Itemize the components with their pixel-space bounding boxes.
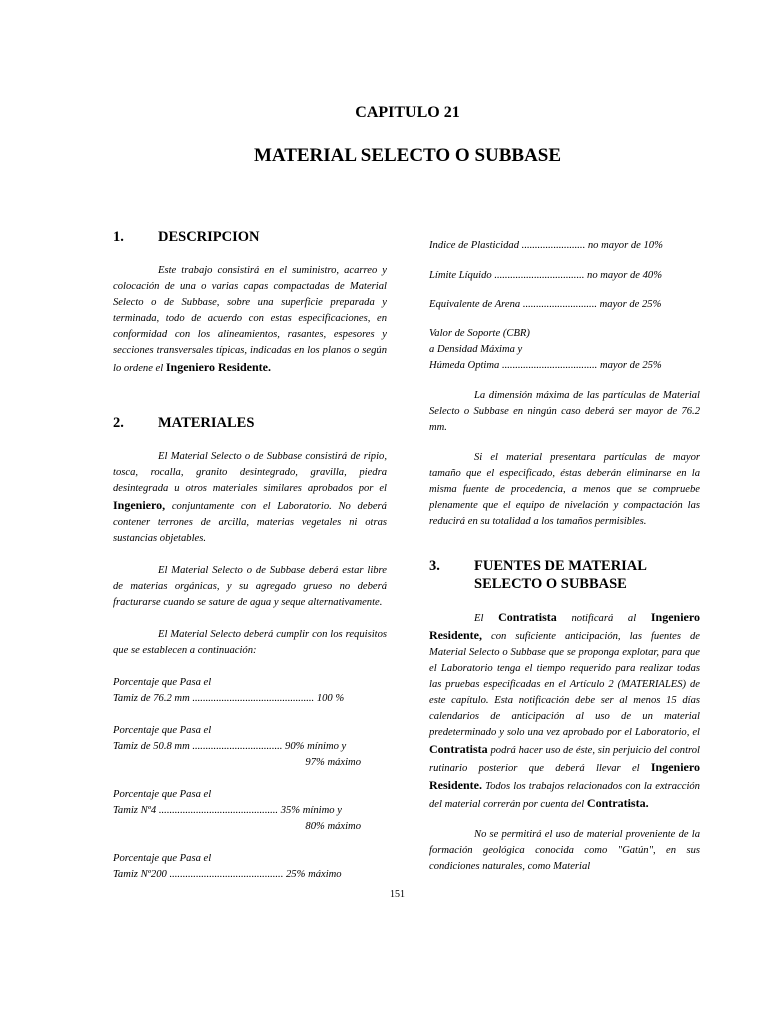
requirement-label: Porcentaje que Pasa el [113,853,212,864]
materials-paragraph-1 [113,449,387,547]
materials-paragraph-3: El Material Selecto deberá cumplir con los requisitos que se establecen a continuación: [113,629,387,656]
requirement-value: Tamiz de 50.8 mm .................................. 90% mínimo y [113,741,347,752]
bold-term: Contratista [429,742,488,756]
paragraph-text: Todos los trabajos relacionados con la extracción del material correrán por cuenta del [429,781,700,810]
bold-term: Contratista. [586,796,649,810]
paragraph-text: El [474,613,484,624]
paragraph-text: notificará al [571,613,637,624]
spec-plasticity: Indice de Plasticidad ........................ no mayor de 10% [429,240,663,251]
page-number: 151 [390,889,405,900]
sources-paragraph-1 [429,609,700,813]
paragraph-text: podrá hacer uso de éste, sin perjuicio del control rutinario posterior que deberá llevar el [429,745,700,774]
materials-paragraph-2: El Material Selecto o de Subbase deberá estar libre de materias orgánicas, y su agregado grueso no deberá fracturarse cuando se sature de agua y seque alternativamente. [113,565,387,608]
section-3-heading [429,557,700,593]
requirement-item [113,851,387,883]
spec-cbr [429,326,700,374]
bold-term: Ingeniero, [113,498,166,512]
sources-paragraph-2: No se permitirá el uso de material proveniente de la formación geológica conocida como "Gatún", en sus condiciones naturales, como Material [429,829,700,872]
spec-label: a Densidad Máxima y [429,344,523,355]
section-2-heading [113,414,387,432]
paragraph-text: Este trabajo consistirá en el suministro, acarreo y colocación de una o varias capas compactadas de Material Selecto o de Subbase, sobre una superficie preparada y terminada, todo de acuerdo con estas especificaciones, en conformidad con los alineamientos, rasantes, espesores y secciones transversales típicas, indicadas en los planos o según lo ordene el [113,265,387,374]
paragraph-text: conjuntamente con el Laboratorio. No deberá contener terrones de arcilla, materias vegetales ni otras sustancias objetables. [113,501,387,544]
requirement-value: Tamiz Nº200 ........................................... 25% máximo [113,869,342,880]
spec-value: Húmeda Optima .................................... mayor de 25% [429,360,662,371]
section-title-line: SELECTO O SUBBASE [474,576,627,592]
section-title: DESCRIPCION [158,229,260,245]
requirement-item [113,787,387,835]
chapter-title: MATERIAL SELECTO O SUBBASE [253,145,562,166]
oversize-paragraph: Si el material presentara partículas de mayor tamaño que el especificado, éstas deberán eliminarse en la misma fuente de procedencia, a menos que se compruebe plenamente que el equipo de nivelación y compactación las reducirá en su totalidad a los tamaños permisibles. [429,452,700,527]
requirement-label: Porcentaje que Pasa el [113,789,212,800]
requirement-item [113,723,387,771]
paragraph-text: El Material Selecto o de Subbase consistirá de ripio, tosca, rocalla, granito desintegrado, gravilla, piedra desintegrada u otros materiales similares aprobados por el [113,451,387,494]
section-1-heading [113,228,387,246]
bold-term: Ingeniero Residente, [429,610,700,642]
requirement-item [113,675,387,707]
section-number: 2. [113,415,124,431]
requirement-value: Tamiz de 76.2 mm .............................................. 100 % [113,693,345,704]
requirement-label: Porcentaje que Pasa el [113,677,212,688]
requirement-value: Tamiz Nº4 ............................................. 35% mínimo y [113,805,342,816]
dimension-paragraph: La dimensión máxima de las partículas de Material Selecto o Subbase en ningún caso deberá ser mayor de 76.2 mm. [429,390,700,433]
spec-label: Valor de Soporte (CBR) [429,328,530,339]
spec-sand-equivalent: Equivalente de Arena ............................ mayor de 25% [429,299,662,310]
bold-term: Ingeniero Residente. [429,760,700,792]
left-column [113,228,387,883]
section-title-line: FUENTES DE MATERIAL [474,558,647,574]
requirement-label: Porcentaje que Pasa el [113,725,212,736]
bold-term: Contratista [498,610,557,624]
bold-term: Ingeniero Residente. [165,360,271,374]
requirement-value-cont: 80% máximo [305,821,361,832]
section-title [474,557,647,593]
description-paragraph [113,263,387,377]
section-number: 1. [113,229,124,245]
paragraph-text: con suficiente anticipación, las fuentes de Material Selecto o Subbase que se proponga explotar, para que el Laboratorio tenga el tiempo requerido para realizar todas las pruebas especificadas en el Artículo 2 (MATERIALES) de este capítulo. Esta notificación debe ser al menos 15 días calendarios de anticipación al uso de un material predeterminado y solo una vez aprobado por el Laboratorio, el [429,631,701,738]
requirement-value-cont: 97% máximo [305,757,361,768]
chapter-number: CAPITULO 21 [355,104,460,121]
section-number: 3. [429,558,440,574]
section-title: MATERIALES [158,415,255,431]
right-column [429,238,700,875]
spec-liquid-limit: Límite Líquido .................................. no mayor de 40% [429,270,663,281]
